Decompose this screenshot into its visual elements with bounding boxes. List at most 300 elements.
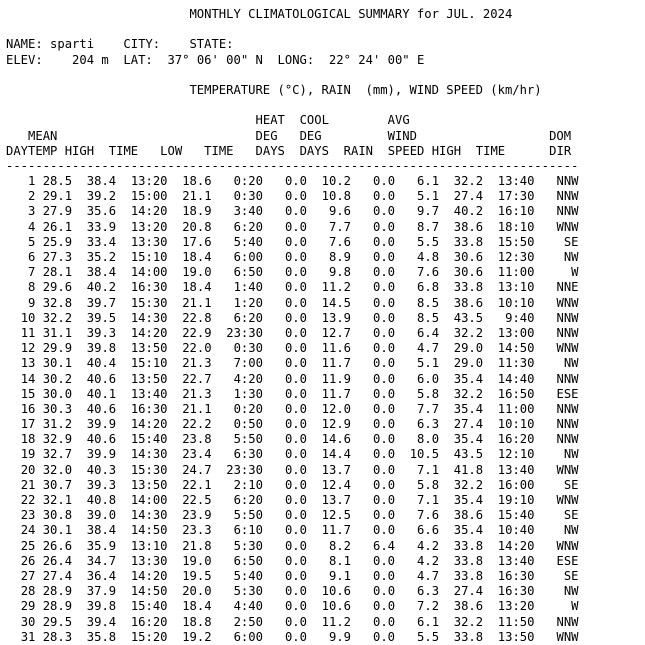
table-cell: NW bbox=[563, 356, 579, 371]
table-cell: 13:50 bbox=[497, 629, 535, 644]
table-cell: 19 bbox=[20, 447, 36, 462]
table-cell: 8.2 bbox=[328, 538, 351, 553]
table-cell: 40.2 bbox=[453, 204, 484, 219]
table-cell: NNW bbox=[556, 325, 579, 340]
table-cell: 23 bbox=[20, 508, 36, 523]
table-cell: 4.7 bbox=[417, 568, 440, 583]
table-cell: 30.0 bbox=[42, 386, 73, 401]
table-cell: 17 bbox=[20, 417, 36, 432]
units-row bbox=[6, 83, 579, 98]
table-cell: 14:20 bbox=[130, 325, 168, 340]
table-cell: 25.9 bbox=[42, 234, 73, 249]
table-cell: 9:40 bbox=[505, 310, 535, 325]
city-label: CITY: bbox=[123, 37, 161, 52]
table-cell: 8.7 bbox=[417, 219, 440, 234]
table-cell: 5.8 bbox=[417, 477, 440, 492]
table-cell: 0.0 bbox=[284, 189, 307, 204]
table-cell: 11.6 bbox=[321, 341, 351, 356]
table-cell: WNW bbox=[556, 341, 579, 356]
table-row bbox=[6, 599, 579, 614]
table-cell: 0.0 bbox=[373, 401, 396, 416]
table-row bbox=[6, 387, 579, 402]
table-cell: ESE bbox=[556, 553, 579, 568]
table-cell: 8.0 bbox=[417, 432, 440, 447]
table-cell: 29.1 bbox=[42, 189, 73, 204]
table-cell: 1:40 bbox=[233, 280, 263, 295]
table-cell: 14:30 bbox=[130, 447, 168, 462]
table-cell: 15:20 bbox=[130, 629, 168, 644]
table-cell: 6.1 bbox=[417, 614, 440, 629]
table-cell: 30.1 bbox=[42, 523, 73, 538]
table-cell: 0.0 bbox=[373, 417, 396, 432]
table-cell: 20 bbox=[20, 462, 36, 477]
table-cell: WNW bbox=[556, 295, 579, 310]
table-cell: 40.6 bbox=[86, 432, 117, 447]
table-cell: 5.1 bbox=[417, 189, 440, 204]
table-cell: 39.5 bbox=[86, 310, 117, 325]
table-cell: 12.5 bbox=[321, 508, 351, 523]
table-row bbox=[6, 402, 579, 417]
table-cell: 2:50 bbox=[233, 614, 263, 629]
table-cell: 40.2 bbox=[86, 280, 117, 295]
table-cell: 0.0 bbox=[284, 204, 307, 219]
table-cell: 24.7 bbox=[182, 462, 212, 477]
header-divider: ------------------------------------------------------------------------------ bbox=[6, 158, 579, 173]
header-line bbox=[6, 113, 579, 128]
table-cell: 16:00 bbox=[497, 477, 535, 492]
table-cell: 1 bbox=[28, 174, 36, 189]
table-cell: 23.9 bbox=[182, 508, 212, 523]
table-cell: 12:10 bbox=[497, 447, 535, 462]
table-row bbox=[6, 220, 579, 235]
table-row bbox=[6, 372, 579, 387]
table-cell: 0.0 bbox=[284, 295, 307, 310]
table-cell: 33.8 bbox=[453, 234, 484, 249]
table-cell: 39.4 bbox=[86, 614, 117, 629]
table-cell: 27.9 bbox=[42, 204, 73, 219]
table-cell: 13:50 bbox=[130, 371, 168, 386]
table-cell: NW bbox=[563, 523, 579, 538]
table-row bbox=[6, 615, 579, 630]
table-row bbox=[6, 250, 579, 265]
table-cell: 34.7 bbox=[86, 553, 117, 568]
table-cell: 28.9 bbox=[42, 584, 73, 599]
table-cell: 21.8 bbox=[182, 538, 212, 553]
table-cell: 29 bbox=[20, 599, 36, 614]
table-cell: 0.0 bbox=[373, 568, 396, 583]
table-cell: 6:30 bbox=[233, 447, 263, 462]
table-cell: 5.5 bbox=[417, 629, 440, 644]
table-cell: 0:50 bbox=[233, 417, 263, 432]
table-cell: 12.7 bbox=[321, 325, 351, 340]
table-cell: 29.0 bbox=[453, 341, 484, 356]
table-cell: 18.4 bbox=[182, 250, 212, 264]
station-name: sparti bbox=[50, 37, 95, 52]
table-cell: 28.5 bbox=[42, 174, 73, 189]
table-cell: 22 bbox=[20, 493, 36, 507]
table-cell: 40.3 bbox=[86, 462, 117, 477]
table-cell: 14:50 bbox=[130, 523, 168, 538]
table-cell: 31 bbox=[20, 629, 36, 644]
table-cell: 9 bbox=[28, 295, 36, 310]
table-cell: 11.2 bbox=[321, 280, 351, 295]
table-cell: 15:10 bbox=[130, 356, 168, 371]
table-cell: WNW bbox=[556, 462, 579, 477]
table-cell: 18.4 bbox=[182, 280, 212, 295]
column-header: HIGH bbox=[431, 143, 462, 158]
table-cell: 36.4 bbox=[86, 568, 117, 583]
table-cell: 23.4 bbox=[182, 447, 212, 462]
table-cell: 18.8 bbox=[182, 614, 212, 629]
table-cell: 14:40 bbox=[497, 371, 535, 386]
table-cell: 0.0 bbox=[373, 462, 396, 477]
table-cell: 0.0 bbox=[284, 553, 307, 568]
state-label: STATE: bbox=[189, 37, 234, 52]
table-cell: 27.4 bbox=[453, 189, 484, 204]
table-cell: 5.5 bbox=[417, 234, 440, 249]
table-cell: 14:20 bbox=[497, 538, 535, 553]
table-cell: 39.8 bbox=[86, 341, 117, 356]
table-cell: 12:30 bbox=[497, 250, 535, 264]
table-cell: 30.2 bbox=[42, 371, 73, 386]
table-cell: 13:20 bbox=[130, 219, 168, 234]
table-cell: 15:50 bbox=[497, 234, 535, 249]
table-cell: 32.2 bbox=[453, 325, 484, 340]
table-cell: 7.7 bbox=[417, 401, 440, 416]
table-cell: 0.0 bbox=[373, 371, 396, 386]
table-cell: 40.6 bbox=[86, 371, 117, 386]
name-label: NAME: bbox=[6, 37, 43, 52]
table-cell: 32.0 bbox=[42, 462, 73, 477]
table-cell: 20.8 bbox=[182, 219, 212, 234]
table-cell: 38.6 bbox=[453, 599, 484, 614]
table-cell: 18.9 bbox=[182, 204, 212, 219]
table-cell: 8 bbox=[28, 280, 36, 295]
table-cell: 13:20 bbox=[130, 174, 168, 189]
table-cell: W bbox=[571, 599, 579, 614]
table-cell: 38.6 bbox=[453, 219, 484, 234]
table-cell: 11.9 bbox=[321, 371, 351, 386]
table-cell: 14:00 bbox=[130, 493, 168, 507]
table-cell: 6.4 bbox=[373, 538, 396, 553]
table-cell: 0.0 bbox=[284, 614, 307, 629]
table-cell: 33.8 bbox=[453, 629, 484, 644]
table-cell: 13:50 bbox=[130, 341, 168, 356]
table-cell: 6.1 bbox=[417, 174, 440, 189]
table-cell: 14:30 bbox=[130, 310, 168, 325]
table-cell: 7.6 bbox=[328, 234, 351, 249]
column-header: WIND bbox=[387, 128, 417, 143]
table-cell: 0.0 bbox=[284, 356, 307, 371]
column-header: DAYS bbox=[299, 143, 329, 158]
table-cell: 9.9 bbox=[328, 629, 351, 644]
table-cell: 3:40 bbox=[233, 204, 263, 219]
table-cell: 13:40 bbox=[497, 553, 535, 568]
table-row bbox=[6, 235, 579, 250]
table-cell: 0:20 bbox=[233, 174, 263, 189]
table-cell: 18.6 bbox=[182, 174, 212, 189]
table-cell: 11:30 bbox=[497, 356, 535, 371]
table-row bbox=[6, 326, 579, 341]
table-cell: 39.7 bbox=[86, 295, 117, 310]
table-cell: 5:40 bbox=[233, 568, 263, 583]
table-cell: 7.1 bbox=[417, 462, 440, 477]
table-cell: 40.8 bbox=[86, 493, 117, 507]
table-cell: 10.6 bbox=[321, 584, 351, 599]
table-row bbox=[6, 493, 579, 508]
table-cell: 0.0 bbox=[284, 234, 307, 249]
table-cell: 38.4 bbox=[86, 523, 117, 538]
table-cell: 15:00 bbox=[130, 189, 168, 204]
table-cell: 4:20 bbox=[233, 371, 263, 386]
table-cell: 32.1 bbox=[42, 493, 73, 507]
table-cell: 6:50 bbox=[233, 265, 263, 280]
table-cell: 6.8 bbox=[417, 280, 440, 295]
table-cell: 30.6 bbox=[453, 250, 484, 264]
table-cell: 35.4 bbox=[453, 493, 484, 507]
table-cell: 5:50 bbox=[233, 508, 263, 523]
title-line bbox=[6, 7, 579, 22]
column-header: LOW bbox=[160, 143, 183, 158]
table-cell: 21.1 bbox=[182, 295, 212, 310]
blank-line bbox=[6, 22, 579, 37]
table-cell: 33.8 bbox=[453, 280, 484, 295]
table-cell: 19:10 bbox=[497, 493, 535, 507]
table-cell: 22.7 bbox=[182, 371, 212, 386]
table-cell: 0.0 bbox=[284, 523, 307, 538]
table-cell: 13:10 bbox=[497, 280, 535, 295]
table-cell: 32.2 bbox=[453, 386, 484, 401]
table-cell: 43.5 bbox=[453, 310, 484, 325]
table-cell: 21.3 bbox=[182, 386, 212, 401]
table-cell: ESE bbox=[556, 386, 579, 401]
table-cell: 38.4 bbox=[86, 265, 117, 280]
table-cell: 30.7 bbox=[42, 477, 73, 492]
table-cell: 25 bbox=[20, 538, 36, 553]
long-label: LONG: bbox=[277, 52, 315, 67]
table-cell: 14.5 bbox=[321, 295, 351, 310]
table-cell: 6 bbox=[28, 250, 36, 264]
table-cell: 38.6 bbox=[453, 295, 484, 310]
table-cell: 21 bbox=[20, 477, 36, 492]
station-location-line bbox=[6, 53, 579, 68]
table-cell: 4.8 bbox=[417, 250, 440, 264]
table-cell: 15:10 bbox=[130, 250, 168, 264]
table-cell: 23:30 bbox=[226, 462, 263, 477]
table-cell: 27.4 bbox=[453, 417, 484, 432]
column-header: SPEED bbox=[387, 143, 425, 158]
table-cell: 14:50 bbox=[497, 341, 535, 356]
table-cell: 4.2 bbox=[417, 538, 440, 553]
table-cell: 0.0 bbox=[284, 568, 307, 583]
table-cell: 26.4 bbox=[42, 553, 73, 568]
table-cell: 0.0 bbox=[373, 295, 396, 310]
station-name-line bbox=[6, 37, 579, 52]
units-line: TEMPERATURE (°C), RAIN (mm), WIND SPEED (km/hr) bbox=[189, 82, 542, 97]
table-cell: 12 bbox=[20, 341, 36, 356]
table-cell: 0.0 bbox=[284, 447, 307, 462]
table-cell: 14:20 bbox=[130, 417, 168, 432]
table-cell: 14:30 bbox=[130, 508, 168, 523]
table-row bbox=[6, 523, 579, 538]
table-cell: 0.0 bbox=[373, 629, 396, 644]
table-cell: 0.0 bbox=[373, 189, 396, 204]
table-cell: 30.8 bbox=[42, 508, 73, 523]
table-cell: 8.1 bbox=[328, 553, 351, 568]
table-cell: 10 bbox=[20, 310, 36, 325]
table-cell: 4.2 bbox=[417, 553, 440, 568]
table-cell: 0.0 bbox=[284, 386, 307, 401]
table-cell: 0.0 bbox=[373, 234, 396, 249]
table-cell: 13:20 bbox=[497, 599, 535, 614]
table-cell: 0.0 bbox=[284, 584, 307, 599]
table-cell: NNW bbox=[556, 204, 579, 219]
table-cell: 18.4 bbox=[182, 599, 212, 614]
table-cell: 6:20 bbox=[233, 219, 263, 234]
column-header: TIME bbox=[108, 143, 139, 158]
table-cell: 29.6 bbox=[42, 280, 73, 295]
table-cell: 33.8 bbox=[453, 553, 484, 568]
table-cell: 0.0 bbox=[284, 493, 307, 507]
table-cell: 38.6 bbox=[453, 508, 484, 523]
column-header: DAY bbox=[6, 143, 29, 158]
column-header: HEAT bbox=[255, 113, 285, 128]
table-cell: 9.1 bbox=[328, 568, 351, 583]
table-cell: 15:40 bbox=[130, 432, 168, 447]
table-cell: 0.0 bbox=[284, 219, 307, 234]
blank-line bbox=[6, 68, 579, 83]
table-cell: 16:50 bbox=[497, 386, 535, 401]
table-cell: 10:10 bbox=[497, 295, 535, 310]
table-cell: 6.3 bbox=[417, 417, 440, 432]
table-cell: 0.0 bbox=[284, 599, 307, 614]
table-cell: 32.2 bbox=[453, 614, 484, 629]
table-cell: 0.0 bbox=[373, 493, 396, 507]
column-header: MEAN bbox=[28, 128, 58, 143]
table-cell: NNW bbox=[556, 614, 579, 629]
table-cell: 16:30 bbox=[497, 568, 535, 583]
table-cell: 0.0 bbox=[373, 325, 396, 340]
table-cell: 40.6 bbox=[86, 401, 117, 416]
table-cell: 0.0 bbox=[373, 553, 396, 568]
table-row bbox=[6, 204, 579, 219]
table-cell: 41.8 bbox=[453, 462, 484, 477]
table-cell: 35.4 bbox=[453, 401, 484, 416]
table-cell: 39.8 bbox=[86, 599, 117, 614]
table-cell: W bbox=[571, 265, 579, 280]
table-cell: 0.0 bbox=[284, 174, 307, 189]
table-cell: 19.0 bbox=[182, 265, 212, 280]
station-latitude: 37° 06' 00" N bbox=[167, 52, 263, 67]
table-cell: 6:00 bbox=[233, 250, 263, 264]
table-cell: 0.0 bbox=[284, 371, 307, 386]
table-cell: 0.0 bbox=[373, 174, 396, 189]
table-cell: 12.9 bbox=[321, 417, 351, 432]
table-cell: 0.0 bbox=[373, 310, 396, 325]
table-cell: 0.0 bbox=[373, 477, 396, 492]
table-cell: 35.4 bbox=[453, 371, 484, 386]
table-cell: 0.0 bbox=[284, 538, 307, 553]
table-cell: 5:50 bbox=[233, 432, 263, 447]
table-cell: 13 bbox=[20, 356, 36, 371]
table-cell: 13:40 bbox=[130, 386, 168, 401]
table-row bbox=[6, 296, 579, 311]
table-cell: 8.5 bbox=[417, 295, 440, 310]
table-cell: 23.8 bbox=[182, 432, 212, 447]
table-cell: 0.0 bbox=[284, 477, 307, 492]
table-cell: 24 bbox=[20, 523, 36, 538]
table-cell: 0.0 bbox=[373, 265, 396, 280]
table-cell: 14:20 bbox=[130, 204, 168, 219]
column-header: DEG bbox=[255, 128, 278, 143]
table-cell: 22.0 bbox=[182, 341, 212, 356]
table-cell: 16:20 bbox=[130, 614, 168, 629]
table-cell: 33.4 bbox=[86, 234, 117, 249]
table-row bbox=[6, 432, 579, 447]
table-cell: 13:50 bbox=[130, 477, 168, 492]
column-header: DIR bbox=[549, 143, 572, 158]
table-cell: 11:50 bbox=[497, 614, 535, 629]
table-cell: 30.1 bbox=[42, 356, 73, 371]
table-row bbox=[6, 417, 579, 432]
table-cell: 15:40 bbox=[497, 508, 535, 523]
table-cell: WNW bbox=[556, 493, 579, 507]
table-cell: 11.7 bbox=[321, 523, 351, 538]
table-cell: 0.0 bbox=[284, 629, 307, 644]
table-cell: 15:30 bbox=[130, 295, 168, 310]
table-cell: 33.8 bbox=[453, 538, 484, 553]
table-cell: 28.3 bbox=[42, 629, 73, 644]
table-cell: 20.0 bbox=[182, 584, 212, 599]
table-cell: 29.0 bbox=[453, 356, 484, 371]
table-cell: 40.1 bbox=[86, 386, 117, 401]
column-header: AVG bbox=[387, 113, 410, 128]
column-header: TIME bbox=[475, 143, 506, 158]
table-cell: 5:40 bbox=[233, 234, 263, 249]
table-cell: 31.2 bbox=[42, 417, 73, 432]
table-cell: 0.0 bbox=[284, 250, 307, 264]
table-cell: 2 bbox=[28, 189, 36, 204]
table-cell: 27.4 bbox=[42, 568, 73, 583]
table-cell: 21.1 bbox=[182, 189, 212, 204]
table-cell: 0.0 bbox=[284, 341, 307, 356]
table-cell: 6.0 bbox=[417, 371, 440, 386]
table-cell: SE bbox=[563, 477, 579, 492]
table-cell: 35.4 bbox=[453, 432, 484, 447]
table-cell: 11.7 bbox=[321, 356, 351, 371]
table-cell: 4 bbox=[28, 219, 36, 234]
table-cell: 0:30 bbox=[233, 189, 263, 204]
table-cell: 11:00 bbox=[497, 265, 535, 280]
table-cell: NW bbox=[563, 447, 579, 462]
table-cell: 0.0 bbox=[373, 599, 396, 614]
blank-line bbox=[6, 98, 579, 113]
table-cell: 6:00 bbox=[233, 629, 263, 644]
table-cell: 14.4 bbox=[321, 447, 351, 462]
table-cell: 23.3 bbox=[182, 523, 212, 538]
table-cell: 32.2 bbox=[453, 174, 484, 189]
column-header: DOM bbox=[549, 128, 572, 143]
table-cell: 0.0 bbox=[284, 310, 307, 325]
table-cell: WNW bbox=[556, 538, 579, 553]
table-cell: 19.2 bbox=[182, 629, 212, 644]
table-cell: 7:00 bbox=[233, 356, 263, 371]
table-cell: 13:40 bbox=[497, 174, 535, 189]
table-cell: 39.9 bbox=[86, 447, 117, 462]
table-cell: 0.0 bbox=[373, 204, 396, 219]
table-cell: 8.5 bbox=[417, 310, 440, 325]
table-cell: 4:40 bbox=[233, 599, 263, 614]
